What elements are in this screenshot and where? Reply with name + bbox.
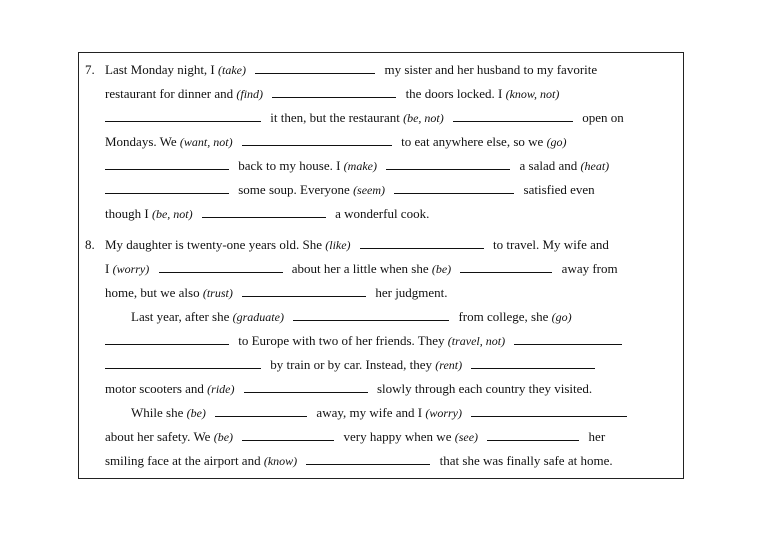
text: that she was finally safe at home.: [439, 453, 613, 468]
answer-blank[interactable]: [242, 285, 366, 297]
answer-blank[interactable]: [306, 453, 430, 465]
ex8-line-6: [105, 356, 595, 374]
answer-blank[interactable]: [471, 405, 627, 417]
text: by train or by car. Instead, they: [270, 357, 432, 372]
answer-blank[interactable]: [105, 182, 229, 194]
answer-blank[interactable]: [293, 309, 449, 321]
ex7-line-5: [105, 157, 609, 175]
answer-blank[interactable]: [242, 134, 392, 146]
text: to eat anywhere else, so we: [401, 134, 544, 149]
answer-blank[interactable]: [105, 110, 261, 122]
ex7-line-1: [105, 61, 597, 79]
text: it then, but the restaurant: [270, 110, 400, 125]
text: slowly through each country they visited.: [377, 381, 593, 396]
exercise-7-number: 7.: [85, 62, 95, 77]
text: My daughter is twenty-one years old. She: [105, 237, 322, 252]
ex8-line-2: [105, 260, 618, 278]
answer-blank[interactable]: [105, 333, 229, 345]
text: though I: [105, 206, 149, 221]
ex8-line-1: [105, 236, 609, 254]
verb-hint: (graduate): [232, 310, 284, 324]
verb-hint: (worry): [112, 262, 150, 276]
text: Last Monday night, I: [105, 62, 215, 77]
text: to Europe with two of her friends. They: [238, 333, 445, 348]
answer-blank[interactable]: [487, 429, 579, 441]
verb-hint: (heat): [580, 159, 610, 173]
answer-blank[interactable]: [255, 62, 375, 74]
answer-blank[interactable]: [159, 261, 283, 273]
verb-hint: (know, not): [505, 87, 560, 101]
ex8-line-5: [105, 332, 622, 350]
verb-hint: (see): [454, 430, 479, 444]
answer-blank[interactable]: [360, 237, 484, 249]
text: her: [588, 429, 606, 444]
verb-hint: (ride): [207, 382, 235, 396]
text: the doors locked. I: [405, 86, 503, 101]
verb-hint: (be): [431, 262, 452, 276]
verb-hint: (find): [236, 87, 264, 101]
answer-blank[interactable]: [453, 110, 573, 122]
ex7-line-6: [105, 181, 595, 199]
text: open on: [582, 110, 624, 125]
ex8-line-3: [105, 284, 448, 302]
answer-blank[interactable]: [386, 158, 510, 170]
answer-blank[interactable]: [460, 261, 552, 273]
answer-blank[interactable]: [514, 333, 622, 345]
ex7-line-2: [105, 85, 559, 103]
answer-blank[interactable]: [105, 357, 261, 369]
ex7-line-3: [105, 109, 624, 127]
text: satisfied even: [523, 182, 595, 197]
verb-hint: (like): [325, 238, 351, 252]
verb-hint: (trust): [202, 286, 233, 300]
verb-hint: (be, not): [151, 207, 193, 221]
text: away, my wife and I: [316, 405, 423, 420]
text: from college, she: [458, 309, 549, 324]
verb-hint: (be, not): [403, 111, 444, 125]
text: back to my house. I: [238, 158, 341, 173]
verb-hint: (be): [186, 406, 206, 420]
answer-blank[interactable]: [471, 357, 595, 369]
text: I: [105, 261, 110, 276]
ex8-line-4: [131, 308, 572, 326]
verb-hint: (go): [546, 135, 567, 149]
verb-hint: (go): [551, 310, 572, 324]
text: some soup. Everyone: [238, 182, 350, 197]
ex8-line-10: [105, 452, 613, 470]
text: home, but we also: [105, 285, 200, 300]
text: Last year, after she: [131, 309, 230, 324]
text: smiling face at the airport and: [105, 453, 261, 468]
text: a salad and: [519, 158, 578, 173]
verb-hint: (travel, not): [447, 334, 506, 348]
exercise-8-number: 8.: [85, 237, 95, 252]
verb-hint: (rent): [435, 358, 463, 372]
verb-hint: (worry): [425, 406, 462, 420]
ex8-line-7: [105, 380, 592, 398]
answer-blank[interactable]: [272, 86, 396, 98]
text: very happy when we: [343, 429, 452, 444]
text: about her a little when she: [291, 261, 429, 276]
exercise-box: [78, 52, 684, 479]
answer-blank[interactable]: [105, 158, 229, 170]
answer-blank[interactable]: [202, 206, 326, 218]
text: Mondays. We: [105, 134, 177, 149]
answer-blank[interactable]: [215, 405, 307, 417]
text: While she: [131, 405, 184, 420]
text: restaurant for dinner and: [105, 86, 234, 101]
ex7-line-4: [105, 133, 567, 151]
text: about her safety. We: [105, 429, 211, 444]
ex8-line-8: [131, 404, 627, 422]
verb-hint: (know): [263, 454, 298, 468]
text: away from: [561, 261, 618, 276]
ex8-line-9: [105, 428, 605, 446]
answer-blank[interactable]: [242, 429, 334, 441]
answer-blank[interactable]: [394, 182, 514, 194]
text: a wonderful cook.: [335, 206, 430, 221]
verb-hint: (make): [343, 159, 377, 173]
text: to travel. My wife and: [493, 237, 609, 252]
ex7-line-7: [105, 205, 429, 223]
text: motor scooters and: [105, 381, 204, 396]
verb-hint: (want, not): [179, 135, 233, 149]
text: my sister and her husband to my favorite: [384, 62, 598, 77]
verb-hint: (be): [213, 430, 234, 444]
verb-hint: (seem): [353, 183, 386, 197]
verb-hint: (take): [218, 63, 246, 77]
answer-blank[interactable]: [244, 381, 368, 393]
text: her judgment.: [375, 285, 448, 300]
